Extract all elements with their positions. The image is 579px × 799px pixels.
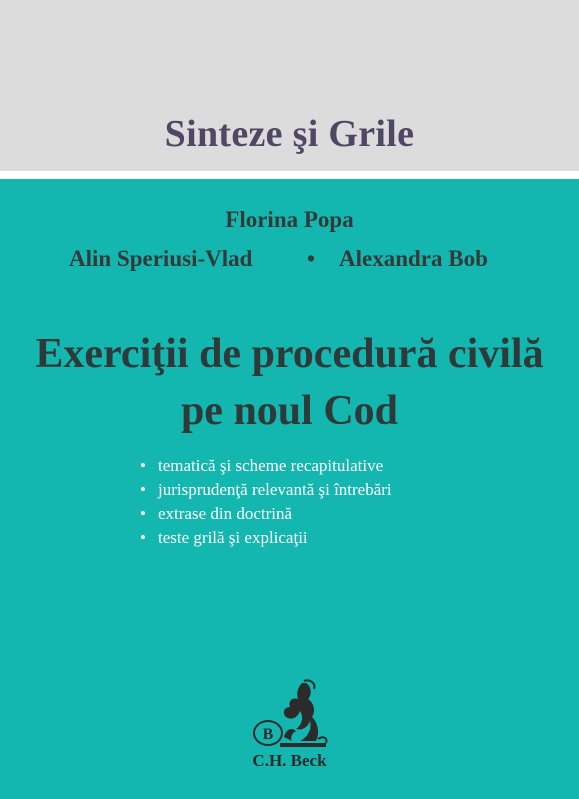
griffin-logo-icon	[240, 677, 340, 757]
feature-item: • jurisprudenţă relevantă şi întrebări	[140, 478, 392, 502]
author-second: Alin Speriusi-Vlad	[69, 246, 253, 271]
header-divider	[0, 171, 579, 179]
book-title-line1: Exerciţii de procedură civilă	[35, 331, 544, 377]
feature-item: • teste grilă şi explicaţii	[140, 526, 392, 550]
feature-item: • extrase din doctrină	[140, 502, 392, 526]
bullet-icon: •	[140, 504, 146, 523]
feature-item: • tematică şi scheme recapitulative	[140, 454, 392, 478]
author-third: Alexandra Bob	[339, 246, 488, 271]
series-title: Sinteze şi Grile	[164, 113, 415, 155]
bullet-icon: •	[140, 528, 146, 547]
author-first: Florina Popa	[225, 207, 354, 232]
publisher-name: C.H. Beck	[252, 751, 327, 770]
book-title-line2: pe noul Cod	[180, 388, 399, 434]
author-separator: •	[307, 246, 316, 271]
bullet-icon: •	[140, 456, 146, 475]
bullet-icon: •	[140, 480, 146, 499]
feature-list	[140, 454, 392, 550]
svg-text:B: B	[262, 726, 274, 743]
